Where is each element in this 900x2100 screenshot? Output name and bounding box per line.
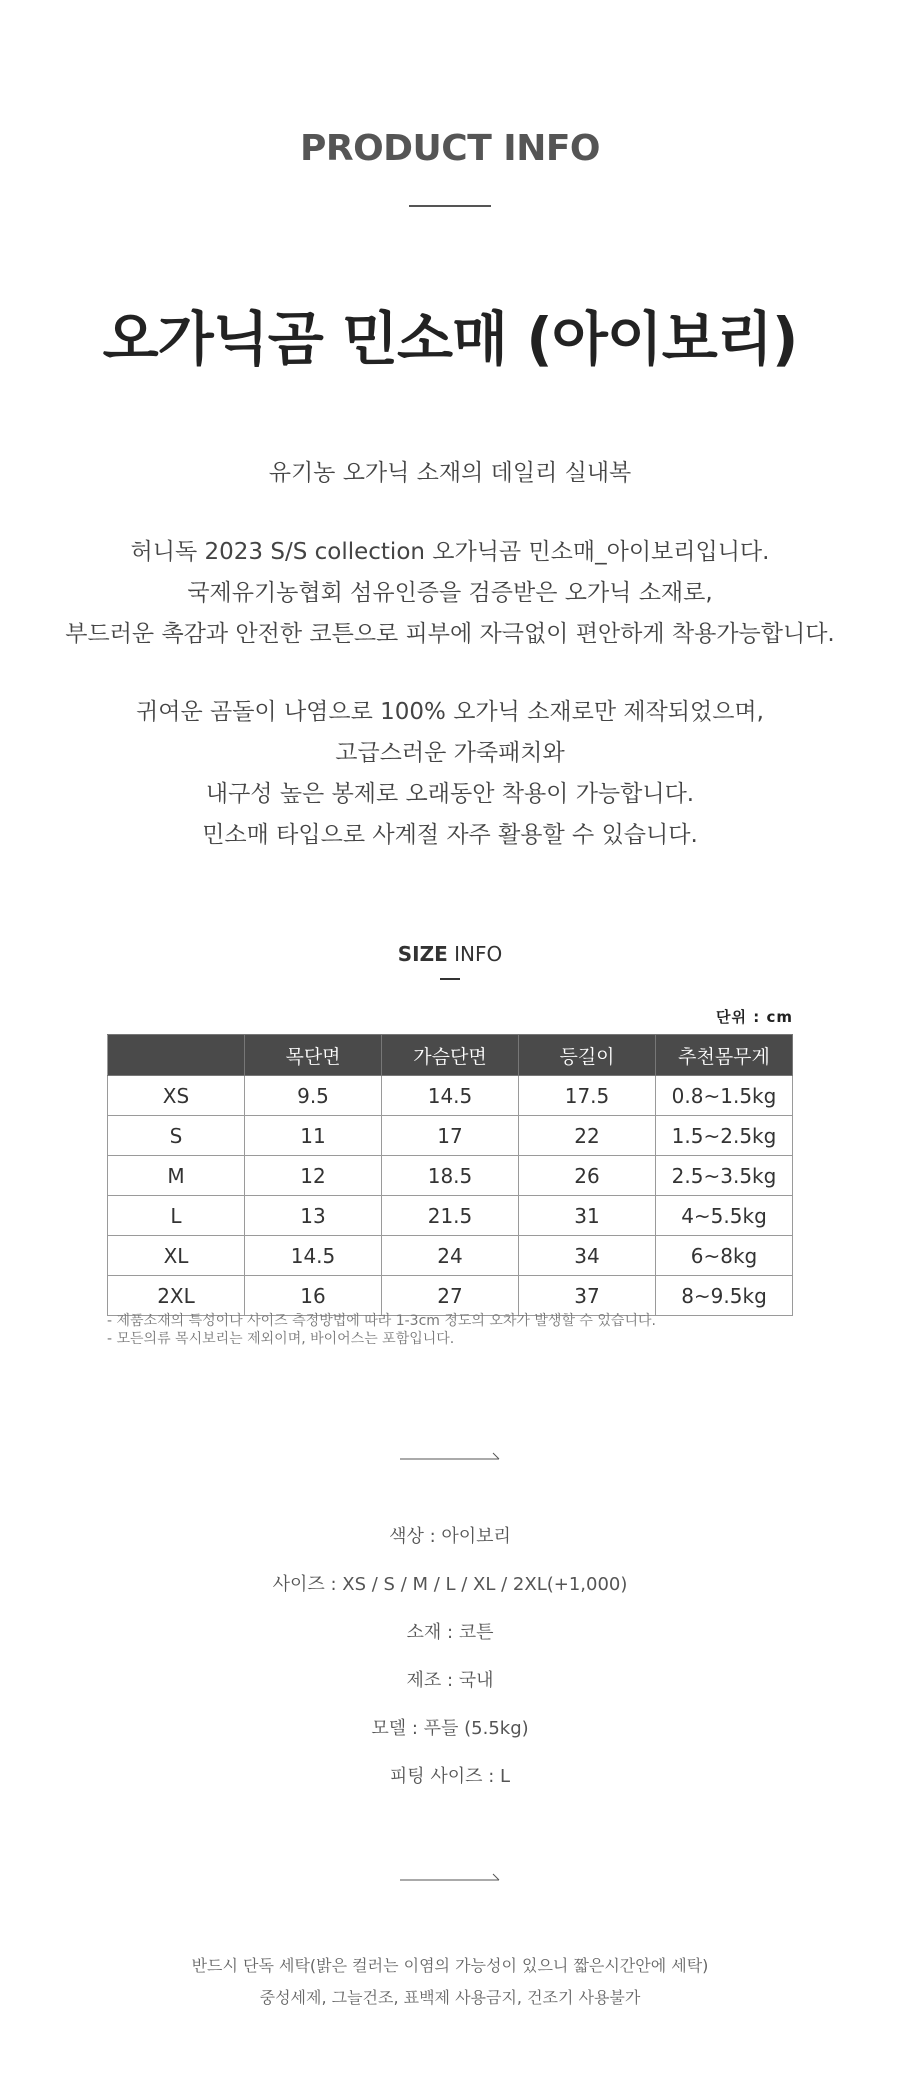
size-note: - 제품소재의 특성이나 사이즈 측정방법에 따라 1-3cm 정도의 오차가 발생할 수 있습니다.	[107, 1313, 656, 1329]
table-cell: 21.5	[382, 1196, 519, 1236]
table-cell: 14.5	[382, 1076, 519, 1116]
size-heading-bold: SIZE	[397, 942, 448, 966]
table-row	[108, 1116, 793, 1156]
intro-line: 고급스러운 가죽패치와	[335, 740, 565, 766]
detail-model: 모델 : 푸들 (5.5kg)	[371, 1718, 529, 1739]
table-cell: 34	[519, 1236, 656, 1276]
table-cell: 8~9.5kg	[656, 1276, 793, 1316]
table-cell: 2.5~3.5kg	[656, 1156, 793, 1196]
size-table	[107, 1034, 793, 1316]
unit-label: 단위 : cm	[716, 1008, 793, 1026]
size-table-header	[108, 1035, 793, 1076]
detail-color: 색상 : 아이보리	[389, 1526, 511, 1547]
table-cell: 17	[382, 1116, 519, 1156]
detail-material: 소재 : 코튼	[406, 1622, 494, 1643]
table-cell: 0.8~1.5kg	[656, 1076, 793, 1116]
care-instruction-1: 반드시 단독 세탁(밝은 컬러는 이염의 가능성이 있으니 짧은시간안에 세탁)	[191, 1956, 709, 1975]
column-header: 추천몸무게	[656, 1035, 793, 1076]
table-cell: 6~8kg	[656, 1236, 793, 1276]
size-heading-rest: INFO	[447, 942, 503, 966]
table-cell: 4~5.5kg	[656, 1196, 793, 1236]
table-cell: S	[108, 1116, 245, 1156]
detail-made-in: 제조 : 국내	[406, 1670, 494, 1691]
table-cell: 24	[382, 1236, 519, 1276]
table-cell: 11	[245, 1116, 382, 1156]
column-header	[108, 1035, 245, 1076]
intro-line: 귀여운 곰돌이 나염으로 100% 오가닉 소재로만 제작되었으며,	[136, 699, 764, 725]
table-cell: 31	[519, 1196, 656, 1236]
product-title: 오가닉곰 민소매 (아이보리)	[102, 305, 798, 373]
column-header: 등길이	[519, 1035, 656, 1076]
intro-line: 내구성 높은 봉제로 오래동안 착용이 가능합니다.	[205, 781, 695, 807]
arrow-divider-icon	[400, 1450, 500, 1462]
table-cell: 12	[245, 1156, 382, 1196]
table-cell: 9.5	[245, 1076, 382, 1116]
arrow-divider-icon	[400, 1871, 500, 1883]
table-cell: 26	[519, 1156, 656, 1196]
detail-sizes: 사이즈 : XS / S / M / L / XL / 2XL(+1,000)	[272, 1574, 628, 1595]
column-header: 가슴단면	[382, 1035, 519, 1076]
intro-line: 국제유기농협회 섬유인증을 검증받은 오가닉 소재로,	[187, 580, 713, 606]
intro-line: 민소매 타입으로 사계절 자주 활용할 수 있습니다.	[202, 822, 698, 848]
detail-fitting: 피팅 사이즈 : L	[389, 1766, 511, 1787]
intro-paragraph-1	[0, 532, 900, 655]
size-note: - 모든의류 목시보리는 제외이며, 바이어스는 포함입니다.	[107, 1331, 455, 1347]
table-cell: XS	[108, 1076, 245, 1116]
table-row	[108, 1276, 793, 1316]
intro-paragraph-2	[0, 692, 900, 856]
column-header: 목단면	[245, 1035, 382, 1076]
table-cell: 22	[519, 1116, 656, 1156]
size-info-heading	[0, 942, 900, 966]
table-row	[108, 1236, 793, 1276]
size-notes	[107, 1312, 656, 1348]
table-cell: 17.5	[519, 1076, 656, 1116]
table-cell: L	[108, 1196, 245, 1236]
intro-tagline: 유기농 오가닉 소재의 데일리 실내복	[268, 460, 632, 486]
table-cell: 27	[382, 1276, 519, 1316]
intro-line: 허니독 2023 S/S collection 오가닉곰 민소매_아이보리입니다.	[130, 539, 770, 565]
table-cell: M	[108, 1156, 245, 1196]
table-cell: XL	[108, 1236, 245, 1276]
table-cell: 16	[245, 1276, 382, 1316]
care-instruction-2: 중성세제, 그늘건조, 표백제 사용금지, 건조기 사용불가	[259, 1988, 641, 2007]
table-cell: 18.5	[382, 1156, 519, 1196]
section-eyebrow: PRODUCT INFO	[299, 128, 601, 169]
table-row	[108, 1196, 793, 1236]
size-heading-divider	[440, 978, 460, 980]
table-row	[108, 1156, 793, 1196]
table-row	[108, 1076, 793, 1116]
table-cell: 37	[519, 1276, 656, 1316]
table-cell: 14.5	[245, 1236, 382, 1276]
table-cell: 2XL	[108, 1276, 245, 1316]
title-divider	[409, 205, 491, 207]
table-cell: 1.5~2.5kg	[656, 1116, 793, 1156]
intro-line: 부드러운 촉감과 안전한 코튼으로 피부에 자극없이 편안하게 착용가능합니다.	[65, 621, 835, 647]
table-cell: 13	[245, 1196, 382, 1236]
